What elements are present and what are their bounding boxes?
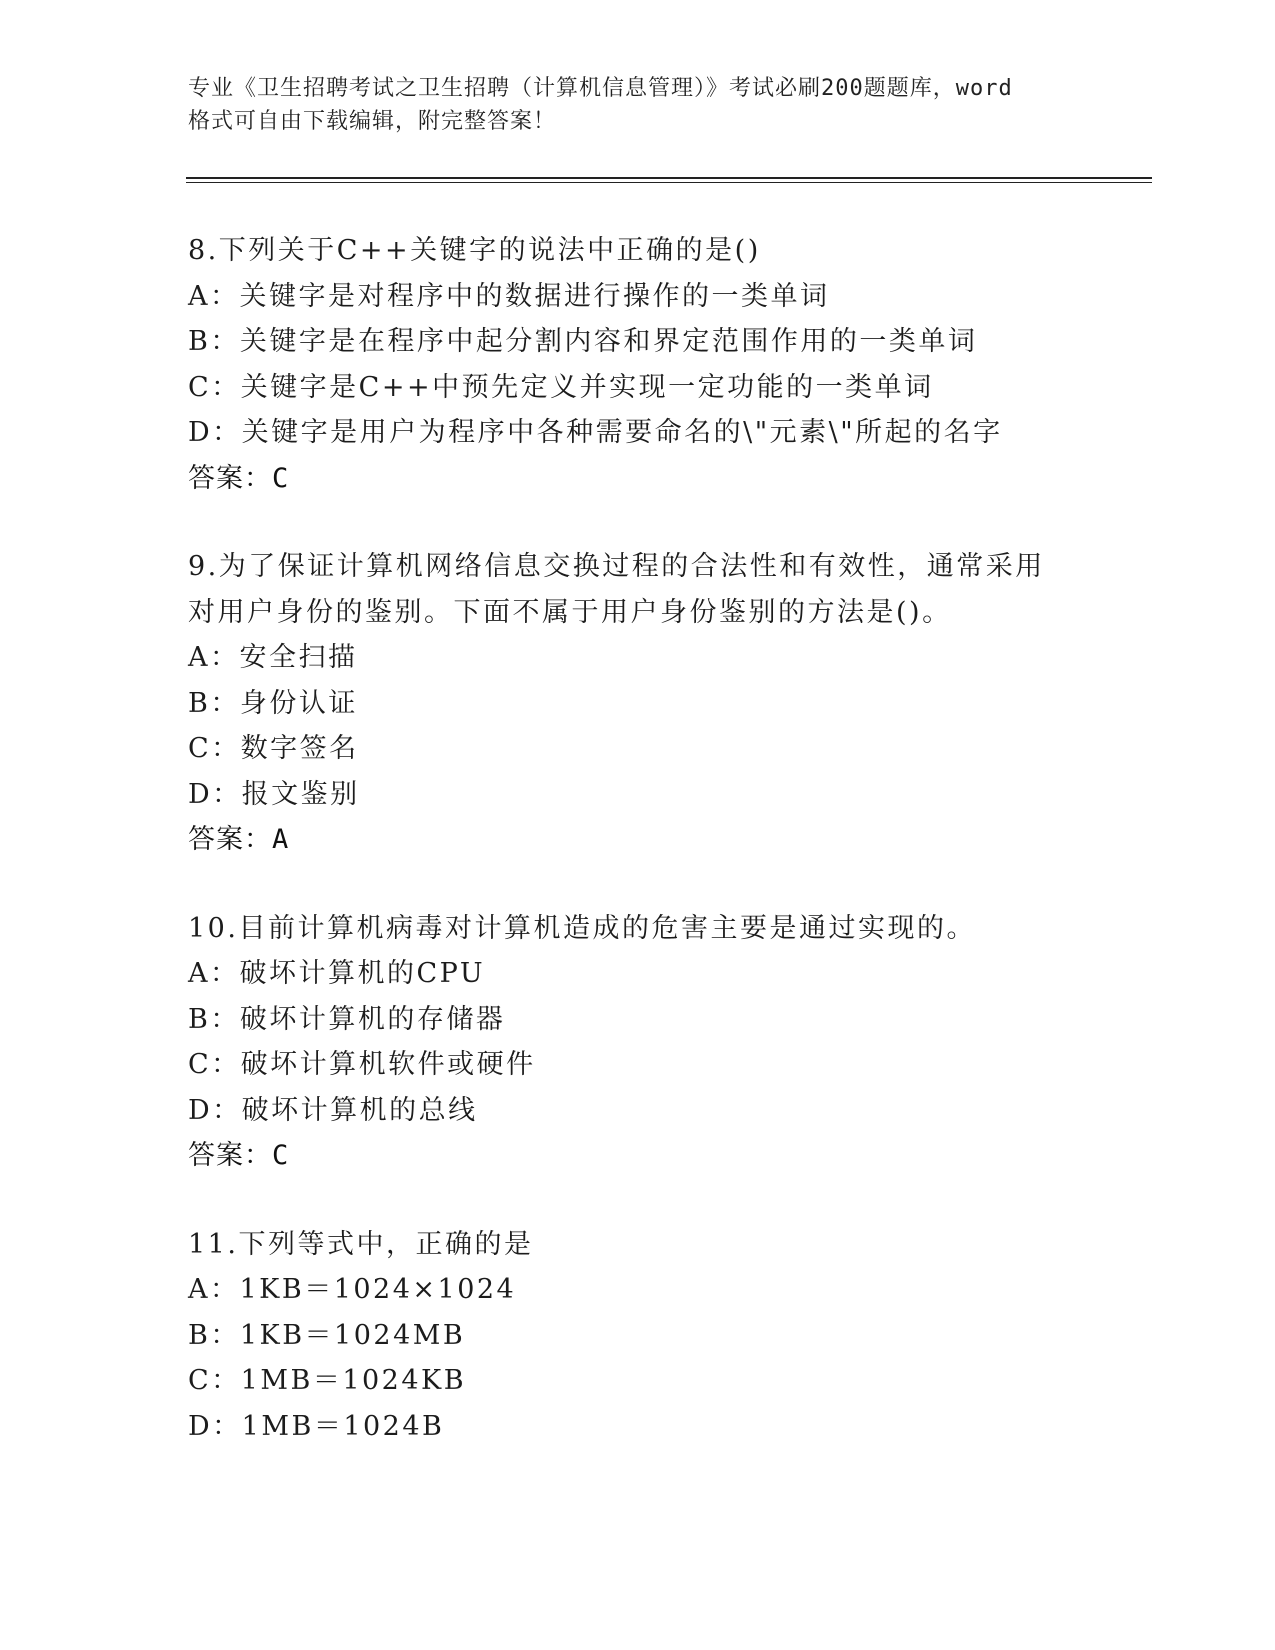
question-8 xyxy=(188,228,1148,501)
option-d: D：1MB＝1024B xyxy=(188,1410,445,1442)
option-b: B：身份认证 xyxy=(188,687,358,719)
option-d: D：破坏计算机的总线 xyxy=(188,1094,478,1126)
option-b: B：1KB＝1024MB xyxy=(188,1319,466,1351)
question-stem: 11.下列等式中，正确的是 xyxy=(188,1228,534,1260)
document-header xyxy=(188,72,1088,138)
answer-value: C xyxy=(272,462,290,494)
question-stem: 9.为了保证计算机网络信息交换过程的合法性和有效性，通常采用对用户身份的鉴别。下面不属于用户身份鉴别的方法是()。 xyxy=(188,551,1045,628)
answer-label: 答案： xyxy=(188,1140,272,1171)
answer-line xyxy=(188,817,1148,863)
answer-label: 答案： xyxy=(188,462,272,494)
option-a: A：安全扫描 xyxy=(188,642,358,673)
answer-value: A xyxy=(272,824,290,855)
answer-line xyxy=(188,456,1148,502)
question-11 xyxy=(188,1222,1148,1450)
option-d: D：关键字是用户为程序中各种需要命名的\"元素\"所起的名字 xyxy=(188,417,1003,448)
option-b: B：破坏计算机的存储器 xyxy=(188,1003,506,1035)
option-c: C：关键字是C++中预先定义并实现一定功能的一类单词 xyxy=(188,371,934,403)
question-9 xyxy=(188,544,1148,863)
question-stem: 8.下列关于C++关键字的说法中正确的是() xyxy=(188,235,761,266)
answer-line xyxy=(188,1133,1148,1179)
option-a: A：关键字是对程序中的数据进行操作的一类单词 xyxy=(188,280,830,312)
question-10 xyxy=(188,906,1148,1179)
question-list xyxy=(188,228,1148,1492)
header-divider xyxy=(186,177,1152,183)
header-line-2: 格式可自由下载编辑，附完整答案！ xyxy=(188,109,557,134)
question-stem: 10.目前计算机病毒对计算机造成的危害主要是通过实现的。 xyxy=(188,912,976,944)
option-c: C：数字签名 xyxy=(188,733,359,764)
option-c: C：1MB＝1024KB xyxy=(188,1365,467,1396)
answer-value: C xyxy=(272,1140,290,1171)
option-b: B：关键字是在程序中起分割内容和界定范围作用的一类单词 xyxy=(188,326,978,357)
header-line-1: 专业《卫生招聘考试之卫生招聘（计算机信息管理）》考试必刷200题题库，word xyxy=(188,76,1013,101)
answer-label: 答案： xyxy=(188,824,272,855)
option-a: A：1KB＝1024×1024 xyxy=(188,1274,517,1305)
option-c: C：破坏计算机软件或硬件 xyxy=(188,1049,536,1080)
option-a: A：破坏计算机的CPU xyxy=(188,958,486,989)
option-d: D：报文鉴别 xyxy=(188,778,360,810)
